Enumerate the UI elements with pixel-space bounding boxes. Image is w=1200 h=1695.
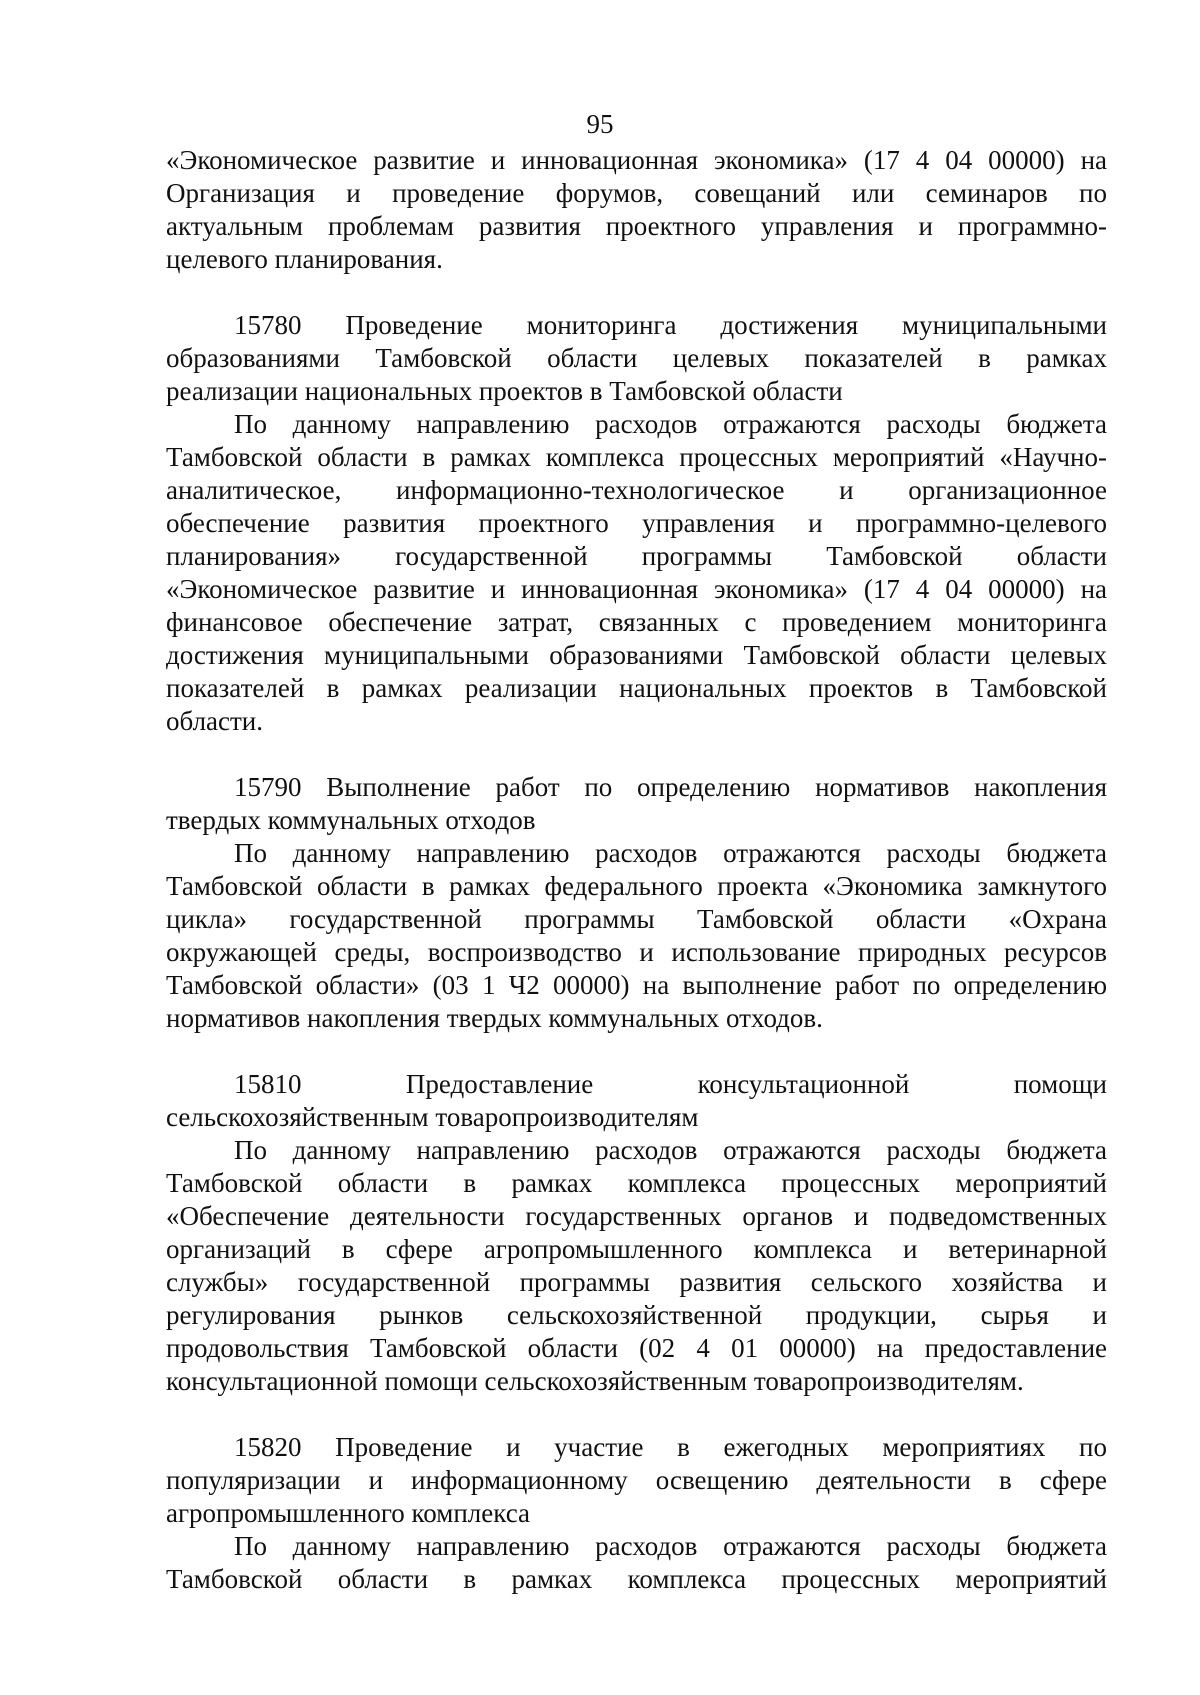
section-heading: популяризации и информационному освещению деятельности в сфере	[166, 1465, 1107, 1495]
text-line: Организация и проведение форумов, совещаний или семинаров по	[166, 178, 1107, 208]
text-line: актуальным проблемам развития проектного управления и программно-	[166, 211, 1107, 241]
text-line: аналитическое, информационно-технологическое и организационное	[166, 475, 1107, 505]
text-line: достижения муниципальными образованиями Тамбовской области целевых	[166, 640, 1107, 670]
text-line: Тамбовской области в рамках комплекса процессных мероприятий «Научно-	[166, 442, 1107, 472]
text-line: По данному направлению расходов отражаются расходы бюджета	[234, 409, 1107, 439]
text-line: нормативов накопления твердых коммунальных отходов.	[166, 1003, 823, 1033]
section-heading: реализации национальных проектов в Тамбовской области	[166, 376, 843, 406]
section-heading: 15780 Проведение мониторинга достижения муниципальными	[234, 310, 1107, 340]
text-line: области.	[166, 706, 264, 736]
section-heading: 15810 Предоставление консультационной помощи	[234, 1069, 1107, 1099]
text-line: По данному направлению расходов отражаются расходы бюджета	[234, 838, 1107, 868]
text-line: Тамбовской области в рамках комплекса процессных мероприятий	[166, 1168, 1107, 1198]
section-heading: 15820 Проведение и участие в ежегодных мероприятиях по	[234, 1432, 1107, 1462]
section-heading: образованиями Тамбовской области целевых показателей в рамках	[166, 343, 1107, 373]
text-line: организаций в сфере агропромышленного комплекса и ветеринарной	[166, 1234, 1107, 1264]
page-number: 95	[586, 109, 614, 139]
text-line: По данному направлению расходов отражаются расходы бюджета	[234, 1531, 1107, 1561]
text-line: консультационной помощи сельскохозяйственным товаропроизводителям.	[166, 1366, 1024, 1396]
section-heading: агропромышленного комплекса	[166, 1498, 530, 1528]
text-line: целевого планирования.	[166, 244, 443, 274]
text-line: Тамбовской области» (03 1 Ч2 00000) на выполнение работ по определению	[166, 970, 1107, 1000]
text-line: продовольствия Тамбовской области (02 4 01 00000) на предоставление	[166, 1333, 1107, 1363]
section-heading: 15790 Выполнение работ по определению нормативов накопления	[234, 772, 1107, 802]
text-line: цикла» государственной программы Тамбовской области «Охрана	[166, 904, 1107, 934]
text-line: По данному направлению расходов отражаются расходы бюджета	[234, 1135, 1107, 1165]
text-line: «Экономическое развитие и инновационная экономика» (17 4 04 00000) на	[166, 145, 1107, 175]
text-line: Тамбовской области в рамках комплекса процессных мероприятий	[166, 1564, 1107, 1594]
text-line: обеспечение развития проектного управления и программно-целевого	[166, 508, 1107, 538]
text-line: регулирования рынков сельскохозяйственной продукции, сырья и	[166, 1300, 1107, 1330]
text-line: «Экономическое развитие и инновационная экономика» (17 4 04 00000) на	[166, 574, 1107, 604]
text-line: Тамбовской области в рамках федерального проекта «Экономика замкнутого	[166, 871, 1107, 901]
text-line: планирования» государственной программы Тамбовской области	[166, 541, 1107, 571]
text-line: службы» государственной программы развития сельского хозяйства и	[166, 1267, 1107, 1297]
text-line: финансовое обеспечение затрат, связанных с проведением мониторинга	[166, 607, 1107, 637]
text-line: окружающей среды, воспроизводство и использование природных ресурсов	[166, 937, 1107, 967]
section-heading: твердых коммунальных отходов	[166, 805, 536, 835]
text-line: «Обеспечение деятельности государственных органов и подведомственных	[166, 1201, 1107, 1231]
section-heading: сельскохозяйственным товаропроизводителям	[166, 1102, 699, 1132]
text-line: показателей в рамках реализации национальных проектов в Тамбовской	[166, 673, 1107, 703]
